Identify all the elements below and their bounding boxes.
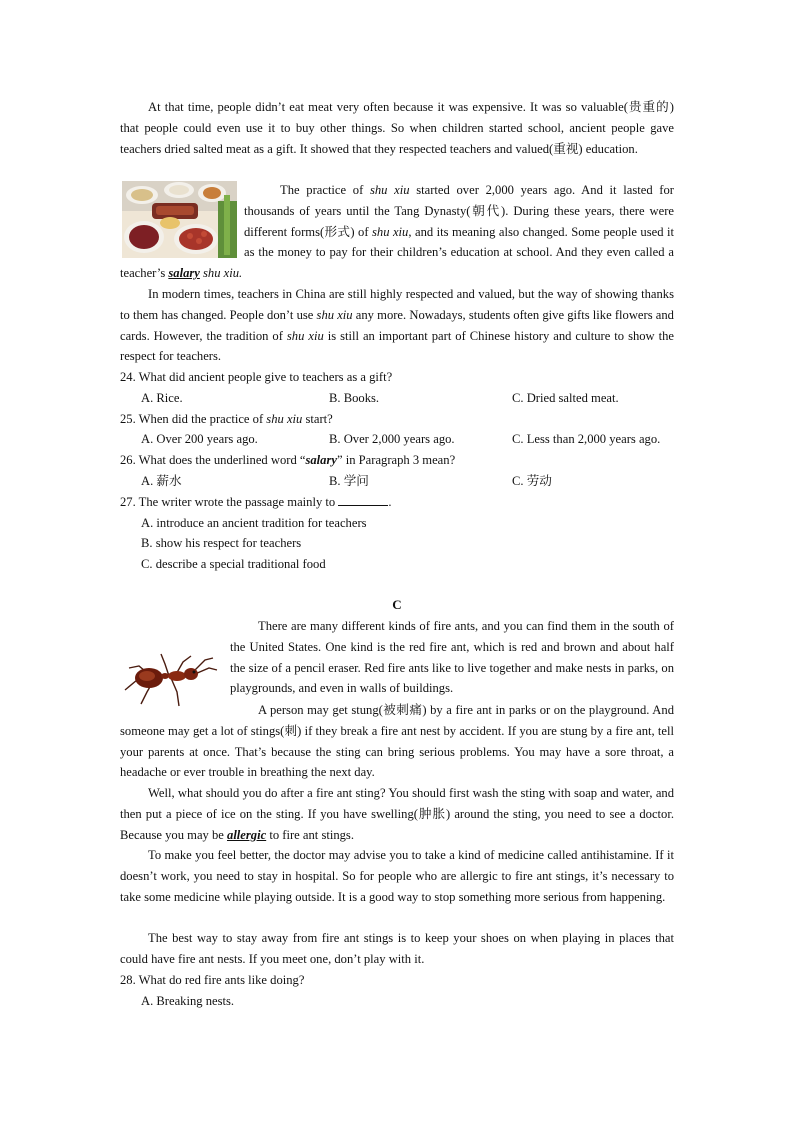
section-c-title: C [392,597,402,612]
underlined-word-allergic: allergic [227,827,267,842]
question-26-options [120,471,674,492]
question-26: 26. What does the underlined word “salary” in Paragraph 3 mean? [120,453,456,468]
option-a: A. 薪水 [141,473,182,488]
option-c: C. 劳动 [512,473,552,488]
passage-b-paragraph-3: In modern times, teachers in China are still highly respected and valued, but the way of showing thanks to them has changed. People don’t use shu xiu any more. Nowadays, students often give gifts like flowers and cards. However, the tradition of shu xiu is still an important part of Chinese history and culture to show the respect for teachers. [120,287,675,364]
passage-c-paragraph-2: A person may get stung(被刺痛) by a fire ant in parks or on the playground. And someone may get a lot of stings(刺) if they break a fire ant nest by accident. If you are stung by a fire ant, tell your parents at once. That’s because the sting can bring serious problems. You may have a sore throat, a headache or ever trouble in breathing the next day. [120,703,674,780]
option-a: A. Breaking nests. [141,993,235,1008]
question-25: 25. When did the practice of shu xiu start? [120,411,333,426]
option-a: A. introduce an ancient tradition for teachers [141,515,367,530]
question-28: 28. What do red fire ants like doing? [120,973,305,987]
question-28-block [120,970,674,1012]
option-c: C. Less than 2,000 years ago. [512,432,661,447]
option-c: C. describe a special traditional food [141,557,326,572]
image-spacer [120,637,230,708]
option-a: A. Over 200 years ago. [141,432,258,447]
image-spacer [120,180,244,263]
option-b: B. Books. [329,390,380,405]
passage-b-paragraph-2: The practice of shu xiu started over 2,000 years ago. And it lasted for thousands of years until the Tang Dynasty(朝代). During these years, there were different forms(形式) of shu xiu, and its meaning also changed. Some people used it as the money to pay for their children’s education at school. And they even called a teacher’s salary shu xiu. [120,180,674,284]
passage-c-paragraph-4: To make you feel better, the doctor may advise you to take a kind of medicine called antihistamine. If it doesn’t work, you need to stay in hospital. So for people who are allergic to fire ant stings, it’s necessary to take some medicine while playing outside. It is a good way to stop something more serious from happening. [120,848,674,904]
questions-24-27 [120,367,674,575]
option-c: C. Dried salted meat. [512,390,619,405]
option-a: A. Rice. [141,390,183,405]
question-24-options [120,388,674,409]
option-b: B. Over 2,000 years ago. [329,432,455,447]
passage-c-paragraph-3: Well, what should you do after a fire ant sting? You should first wash the sting with soap and water, and then put a piece of ice on the sting. If you have swelling(肿胀) around the sting, you need to see a doctor. Because you may be allergic to fire ant stings. [120,786,674,842]
question-27: 27. The writer wrote the passage mainly to . [120,494,392,509]
passage-c-paragraph-5: The best way to stay away from fire ant stings is to keep your shoes on when playing in places that could have fire ant nests. If you meet one, don’t play with it. [120,931,674,966]
option-b: B. 学问 [329,473,369,488]
option-b: B. show his respect for teachers [141,536,302,551]
passage-b-paragraph-1: At that time, people didn’t eat meat very often because it was expensive. It was so valuable(贵重的) that people could even use it to buy other things. So when children started school, ancient people gave teachers dried salted meat as a gift. It showed that they respected teachers and valued(重视) education. [120,100,674,156]
answer-blank [338,493,388,506]
question-24: 24. What did ancient people give to teachers as a gift? [120,370,393,384]
question-25-options [120,429,674,450]
underlined-word-salary: salary [168,266,200,281]
passage-c-paragraph-1: There are many different kinds of fire ants, and you can find them in the south of the United States. One kind is the red fire ant, which is red and brown and about half the size of a pencil eraser. Red fire ants like to live together and make nests in parks, on playgrounds, and even in walls of buildings. [120,616,674,708]
